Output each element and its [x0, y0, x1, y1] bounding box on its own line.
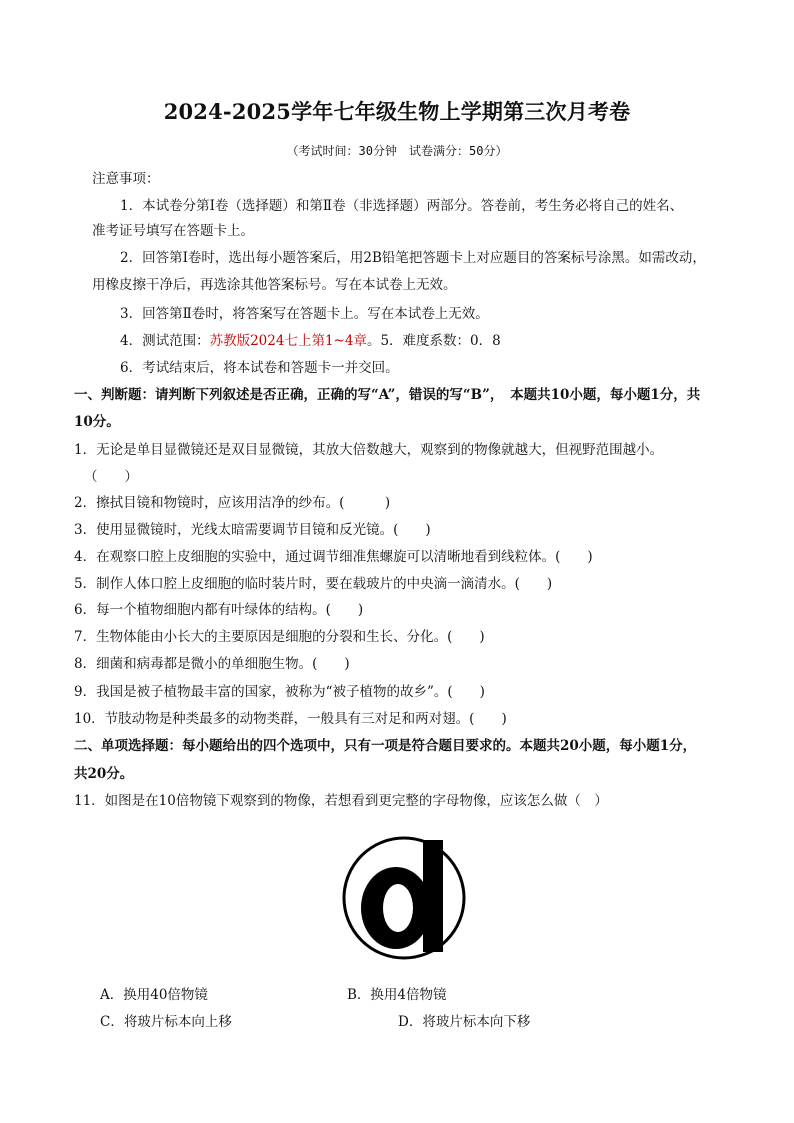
- section-1-heading: 一、判断题：请判断下列叙述是否正确，正确的写“A”，错误的写“B”， 本题共10小题，每小题1分，共: [74, 387, 701, 403]
- note-3: 3．回答第Ⅱ卷时，将答案写在答题卡上。写在本试卷上无效。: [120, 306, 489, 322]
- exam-info: （考试时间：30分钟 试卷满分：50分）: [286, 144, 508, 158]
- question-3: 3．使用显微镜时，光线太暗需要调节目镜和反光镜。( ): [74, 522, 431, 538]
- section-2-heading-cont: 共20分。: [74, 766, 134, 782]
- microscope-view-letter-d-figure: [340, 832, 468, 964]
- section-2-heading: 二、单项选择题：每小题给出的四个选项中，只有一项是符合题目要求的。本题共20小题，每小题1分，: [74, 738, 697, 754]
- question-5: 5．制作人体口腔上皮细胞的临时装片时，要在载玻片的中央滴一滴清水。( ): [74, 576, 553, 592]
- note-4-prefix: 4．测试范围：: [120, 333, 210, 349]
- test-range: 苏教版2024七上第1~4章: [209, 333, 367, 349]
- question-1: 1．无论是单目显微镜还是双目显微镜，其放大倍数越大，观察到的物像就越大，但视野范围越小。: [74, 442, 664, 458]
- question-4: 4．在观察口腔上皮细胞的实验中，通过调节细准焦螺旋可以清晰地看到线粒体。( ): [74, 549, 593, 565]
- option-c: C．将玻片标本向上移: [100, 1014, 232, 1030]
- note-4-suffix: 。5．难度系数：0．8: [366, 333, 501, 349]
- question-1-blank: （ ）: [84, 469, 138, 485]
- question-11: 11．如图是在10倍物镜下观察到的物像，若想看到更完整的字母物像，应该怎么做（ ）: [74, 793, 608, 809]
- note-2-line-2: 用橡皮擦干净后，再选涂其他答案标号。写在本试卷上无效。: [92, 277, 457, 293]
- page-title: 2024-2025学年七年级生物上学期第三次月考卷: [163, 99, 631, 124]
- question-2: 2．擦拭目镜和物镜时，应该用洁净的纱布。( ): [74, 495, 391, 511]
- note-1-line-2: 准考证号填写在答题卡上。: [92, 223, 254, 239]
- option-d: D．将玻片标本向下移: [398, 1014, 531, 1030]
- question-7: 7．生物体能由小长大的主要原因是细胞的分裂和生长、分化。( ): [74, 629, 485, 645]
- question-9: 9．我国是被子植物最丰富的国家，被称为“被子植物的故乡”。( ): [74, 684, 485, 700]
- notes-heading: 注意事项：: [92, 171, 160, 187]
- question-8: 8．细菌和病毒都是微小的单细胞生物。( ): [74, 656, 350, 672]
- option-a: A．换用40倍物镜: [100, 987, 208, 1003]
- note-4: [120, 332, 501, 350]
- option-b: B．换用4倍物镜: [347, 987, 447, 1003]
- question-10: 10．节肢动物是种类最多的动物类群，一般具有三对足和两对翅。( ): [74, 711, 507, 727]
- section-1-heading-cont: 10分。: [74, 414, 120, 430]
- letter-bowl-inner: [383, 884, 413, 932]
- note-6: 6．考试结束后，将本试卷和答题卡一并交回。: [120, 360, 399, 376]
- question-6: 6．每一个植物细胞内都有叶绿体的结构。( ): [74, 602, 364, 618]
- letter-stem: [423, 840, 443, 952]
- note-1-line-1: 1．本试卷分第Ⅰ卷（选择题）和第Ⅱ卷（非选择题）两部分。答卷前，考生务必将自己的姓名、: [120, 198, 684, 214]
- note-2-line-1: 2．回答第Ⅰ卷时，选出每小题答案后，用2B铅笔把答题卡上对应题目的答案标号涂黑。如需改动，: [120, 250, 706, 266]
